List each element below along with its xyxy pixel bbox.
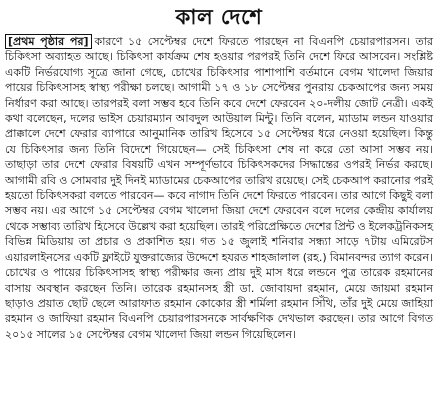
headline-block: [5, 2, 433, 32]
article-body: [5, 34, 433, 342]
continued-from-front-page-label: [প্রথম পৃষ্ঠার পর]: [5, 34, 92, 49]
headline: কাল দেশে: [175, 5, 263, 29]
article-body-text: কারণে ১৫ সেপ্টেম্বর দেশে ফিরতে পারছেন না বিএনপি চেয়ারপারসন। তার চিকিৎসা অব্যাহত আছে। চিকিৎসা কার্যক্রম শেষ হওয়ার পরপরই তিনি দেশে ফিরে আসবেন। সংশ্লিষ্ট একটি নির্ভরযোগ্য সূত্রে জানা গেছে, চোখের চিকিৎসার পাশাপাশি বর্তমানে বেগম খালেদা জিয়ার পায়ের চিকিৎসাসহ স্বাস্থ্য পরীক্ষা চলছে। আগামী ১৭ ও ১৮ সেপ্টেম্বর পুনরায় চেকআপের জন্য সময় নির্ধারণ করা আছে। তারপরই বলা সম্ভব হবে তিনি কবে দেশে ফেরবেন ২০-দলীয় জোট নেত্রী। একই কথা বলেছেন, দলের ভাইস চেয়ারম্যান আবদুল আউয়াল মিন্টু। তিনি বলেন, ম্যাডাম লন্ডন যাওয়ার প্রাক্কালে দেশে ফেরার ব্যাপারে আনুমানিক তারিখ হিসেবে ১৫ সেপ্টেম্বর ধরে নেওয়া হয়েছিল। কিন্তু যে চিকিৎসার জন্য তিনি বিদেশে গিয়েছেন— সেই চিকিৎসা শেষ না করে তো আসা সম্ভব নয়। তাছাড়া তার দেশে ফেরার বিষয়টি এখন সম্পূর্ণভাবে চিকিৎসকদের সিদ্ধান্তের ওপরই নির্ভর করছে। আগামী রবি ও সোমবার দুই দিনই ম্যাডামের চেকআপের তারিখ রয়েছে। সেই চেকআপ করানোর পরই হয়তো চিকিৎসকরা বলতে পারবেন— কবে নাগাদ তিনি দেশে ফিরতে পারবেন। তার আগে কিছুই বলা সম্ভব নয়। এর আগে ১৫ সেপ্টেম্বর বেগম খালেদা জিয়া দেশে ফেরবেন বলে দলের কেন্দ্রীয় কার্যালয় থেকে সম্ভাব্য তারিখ হিসেবে উল্লেখ করা হয়েছিল। তারই পরিপ্রেক্ষিতে দেশের প্রিন্ট ও ইলেকট্রনিকসহ বিভিন্ন মিডিয়ায় তা প্রচার ও প্রকাশিত হয়। গত ১৫ জুলাই শনিবার সন্ধ্যা সাড়ে ৭টায় এমিরেটস এয়ারলাইনসের একটি ফ্লাইটে যুক্তরাজ্যের উদ্দেশে হযরত শাহজালাল (রহ.) বিমানবন্দর ত্যাগ করেন। চোখের ও পায়ের চিকিৎসাসহ স্বাস্থ্য পরীক্ষার জন্য প্রায় দুই মাস ধরে লন্ডনে পুত্র তারেক রহমানের বাসায় অবস্থান করছেন তিনি। তারেক রহমানসহ স্ত্রী ডা. জোবায়দা রহমান, মেয়ে জায়মা রহমান ছাড়াও প্রয়াত ছোট ছেলে আরাফাত রহমান কোকোর স্ত্রী শর্মিলা রহমান সিঁথি, তাঁর দুই মেয়ে জাহিয়া রহমান ও জাফিয়া রহমান বিএনপি চেয়ারপারসনকে সার্বক্ষণিক দেখভাল করছেন। তার আগে বিগত ২০১৫ সালের ১৫ সেপ্টেম্বর বেগম খালেদা জিয়া লন্ডন গিয়েছিলেন।: [5, 35, 433, 341]
